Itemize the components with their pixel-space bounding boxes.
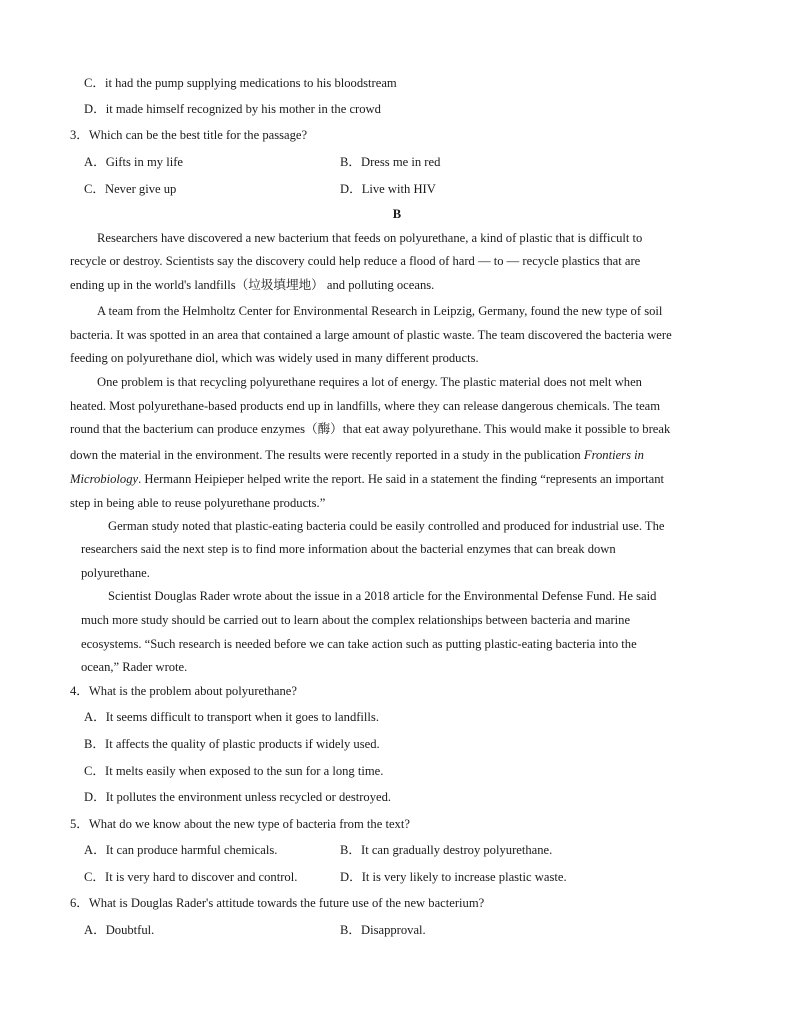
passage-line: A team from the Helmholtz Center for Environmental Research in Leipzig, Germany, found the new type of soil — [97, 304, 663, 318]
q5-option-b: B．It can gradually destroy polyurethane. — [340, 843, 553, 857]
passage-line — [70, 471, 664, 487]
passage-line: recycle or destroy. Scientists say the discovery could help reduce a flood of hard — to — recycle plastics that are — [70, 254, 641, 268]
q6-stem: 6．What is Douglas Rader's attitude towards the future use of the new bacterium? — [70, 896, 485, 910]
q4-option-c: C．It melts easily when exposed to the sun for a long time. — [84, 764, 384, 778]
passage-line: bacteria. It was spotted in an area that contained a large amount of plastic waste. The team discovered the bacteria were — [70, 328, 672, 342]
passage-line: polyurethane. — [81, 566, 150, 580]
q5-stem: 5．What do we know about the new type of bacteria from the text? — [70, 817, 410, 831]
passage-line — [70, 447, 644, 463]
q5-option-a: A．It can produce harmful chemicals. — [84, 843, 278, 857]
passage-line: feeding on polyurethane diol, which was widely used in many different products. — [70, 351, 479, 365]
passage-line: German study noted that plastic-eating bacteria could be easily controlled and produced for industrial use. The — [108, 519, 665, 533]
section-label: B — [392, 207, 402, 221]
passage-line: step in being able to reuse polyurethane products.” — [70, 496, 326, 510]
passage-text: down the material in the environment. The results were recently reported in a study in the publication — [70, 448, 581, 462]
q4-option-a: A．It seems difficult to transport when it goes to landfills. — [84, 710, 379, 724]
passage-line: Researchers have discovered a new bacterium that feeds on polyurethane, a kind of plastic that is difficult to — [97, 231, 643, 245]
passage-text: . Hermann Heipieper helped write the report. He said in a statement the finding “represents an important — [138, 472, 665, 486]
passage-line: One problem is that recycling polyurethane requires a lot of energy. The plastic material does not melt when — [97, 375, 642, 389]
q3-option-a: A．Gifts in my life — [84, 155, 183, 169]
passage-line: heated. Most polyurethane-based products end up in landfills, where they can release dangerous chemicals. The team — [70, 399, 661, 413]
q3-stem: 3．Which can be the best title for the passage? — [70, 128, 308, 142]
passage-line: ending up in the world's landfills（垃圾填埋地） and polluting oceans. — [70, 278, 435, 292]
q5-option-d: D．It is very likely to increase plastic waste. — [340, 870, 567, 884]
q2-option-d: D．it made himself recognized by his mother in the crowd — [84, 102, 381, 116]
q3-option-c: C．Never give up — [84, 182, 177, 196]
q4-option-d: D．It pollutes the environment unless recycled or destroyed. — [84, 790, 392, 804]
passage-line: ecosystems. “Such research is needed before we can take action such as putting plastic-eating bacteria into the — [81, 637, 637, 651]
passage-line: researchers said the next step is to find more information about the bacterial enzymes that can break down — [81, 542, 616, 556]
q5-option-c: C．It is very hard to discover and control. — [84, 870, 298, 884]
passage-line: ocean,” Rader wrote. — [81, 660, 188, 674]
q4-option-b: B．It affects the quality of plastic products if widely used. — [84, 737, 380, 751]
q6-option-a: A．Doubtful. — [84, 923, 155, 937]
q6-option-b: B．Disapproval. — [340, 923, 426, 937]
q3-option-b: B．Dress me in red — [340, 155, 441, 169]
q2-option-c: C．it had the pump supplying medications to his bloodstream — [84, 76, 397, 90]
q4-stem: 4．What is the problem about polyurethane? — [70, 684, 297, 698]
passage-line: much more study should be carried out to learn about the complex relationships between bacteria and marine — [81, 613, 631, 627]
passage-line: round that the bacterium can produce enzymes（酶）that eat away polyurethane. This would make it possible to break — [70, 422, 671, 436]
passage-line: Scientist Douglas Rader wrote about the issue in a 2018 article for the Environmental Defense Fund. He said — [108, 589, 657, 603]
q3-option-d: D．Live with HIV — [340, 182, 436, 196]
journal-title: Microbiology — [70, 472, 139, 486]
journal-title: Frontiers in — [583, 448, 644, 462]
